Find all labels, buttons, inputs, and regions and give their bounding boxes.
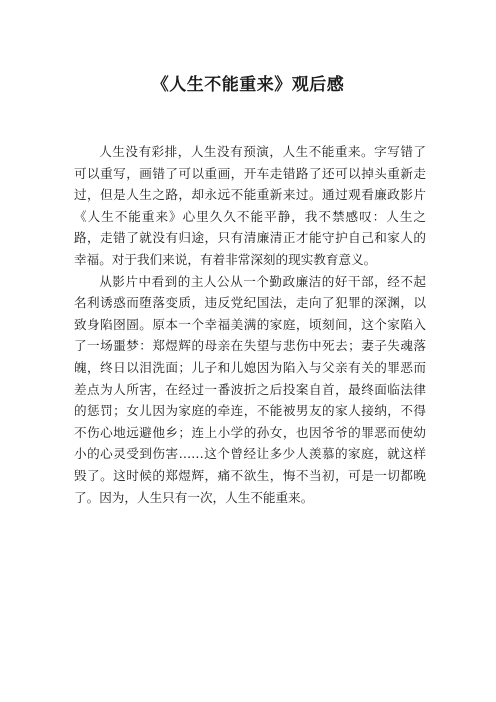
document-body xyxy=(74,141,426,508)
paragraph-2: 从影片中看到的主人公从一个勤政廉洁的好干部，经不起名利诱惑而堕落变质，违反党纪国法，走向了犯罪的深渊，以致身陷囹圄。原本一个幸福美满的家庭，顷刻间，这个家陷入了一场噩梦：郑煜辉的母亲在失望与悲伤中死去；妻子失魂落魄，终日以泪洗面；儿子和儿媳因为陷入与父亲有关的罪恶而差点为人所害，在经过一番波折之后投案自首，最终面临法律的惩罚；女儿因为家庭的牵连，不能被男友的家人接纳，不得不伤心地远避他乡；连上小学的孙女，也因爷爷的罪恶而使幼小的心灵受到伤害……这个曾经让多少人羡慕的家庭，就这样毁了。这时候的郑煜辉，痛不欲生，悔不当初，可是一切都晚了。因为，人生只有一次，人生不能重来。 xyxy=(74,273,426,505)
document-title: 《人生不能重来》观后感 xyxy=(151,75,345,95)
paragraph-1: 人生没有彩排，人生没有预演，人生不能重来。字写错了可以重写，画错了可以重画，开车走错路了还可以掉头重新走过，但是人生之路，却永远不能重新来过。通过观看廉政影片《人生不能重来》心里久久不能平静，我不禁感叹：人生之路，走错了就没有归途，只有清廉清正才能守护自己和家人的幸福。对于我们来说，有着非常深刻的现实教育意义。 xyxy=(74,144,426,267)
